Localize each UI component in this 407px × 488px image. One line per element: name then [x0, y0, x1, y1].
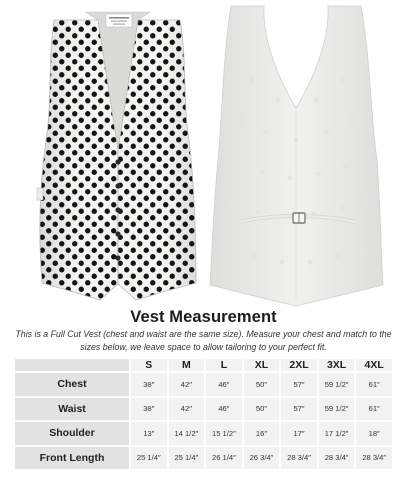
chest-value-3xl: 59 1/2″: [319, 373, 355, 396]
chest-value-s: 38″: [131, 373, 167, 396]
table-corner-cell: [15, 359, 129, 371]
chest-value-xl: 50″: [244, 373, 280, 396]
size-header-xl: XL: [244, 359, 280, 371]
chest-value-2xl: 57″: [281, 373, 317, 396]
size-header-3xl: 3XL: [319, 359, 355, 371]
front-length-value-2xl: 28 3/4″: [281, 447, 317, 470]
size-header-row: [15, 359, 392, 371]
waist-value-3xl: 59 1/2″: [319, 398, 355, 421]
measurement-description: This is a Full Cut Vest (chest and waist are the same size). Measure your chest and match to the sizes below, we leave space to allow tailoring to your perfect fit.: [15, 329, 392, 352]
waist-value-l: 46″: [206, 398, 242, 421]
waist-value-2xl: 57″: [281, 398, 317, 421]
table-row-waist: [15, 398, 392, 421]
size-header-s: S: [131, 359, 167, 371]
front-length-value-m: 25 1/4″: [169, 447, 205, 470]
front-length-value-3xl: 28 3/4″: [319, 447, 355, 470]
waist-value-m: 42″: [169, 398, 205, 421]
front-length-value-s: 25 1/4″: [131, 447, 167, 470]
size-header-2xl: 2XL: [281, 359, 317, 371]
size-header-l: L: [206, 359, 242, 371]
size-chart-table: [13, 357, 394, 471]
front-length-value-l: 26 1/4″: [206, 447, 242, 470]
shoulder-value-3xl: 17 1/2″: [319, 422, 355, 445]
size-header-4xl: 4XL: [356, 359, 392, 371]
table-row-chest: [15, 373, 392, 396]
shoulder-value-l: 15 1/2″: [206, 422, 242, 445]
shoulder-value-xl: 16″: [244, 422, 280, 445]
waist-value-s: 38″: [131, 398, 167, 421]
chest-value-m: 42″: [169, 373, 205, 396]
row-label-shoulder: Shoulder: [15, 422, 129, 445]
shoulder-value-s: 13″: [131, 422, 167, 445]
row-label-front-length: Front Length: [15, 447, 129, 470]
front-length-value-4xl: 28 3/4″: [356, 447, 392, 470]
front-vest-polka-dot: [30, 10, 210, 310]
front-length-value-xl: 26 3/4″: [244, 447, 280, 470]
table-row-shoulder: [15, 422, 392, 445]
shoulder-value-4xl: 18″: [356, 422, 392, 445]
row-label-chest: Chest: [15, 373, 129, 396]
chest-value-4xl: 61″: [356, 373, 392, 396]
shoulder-value-m: 14 1/2″: [169, 422, 205, 445]
waist-value-xl: 50″: [244, 398, 280, 421]
side-label-tag: [37, 188, 43, 200]
table-row-front-length: [15, 447, 392, 470]
shoulder-value-2xl: 17″: [281, 422, 317, 445]
row-label-waist: Waist: [15, 398, 129, 421]
chest-value-l: 46″: [206, 373, 242, 396]
size-header-m: M: [169, 359, 205, 371]
waist-value-4xl: 61″: [356, 398, 392, 421]
page-title: Vest Measurement: [130, 308, 277, 326]
back-vest: [210, 6, 383, 306]
